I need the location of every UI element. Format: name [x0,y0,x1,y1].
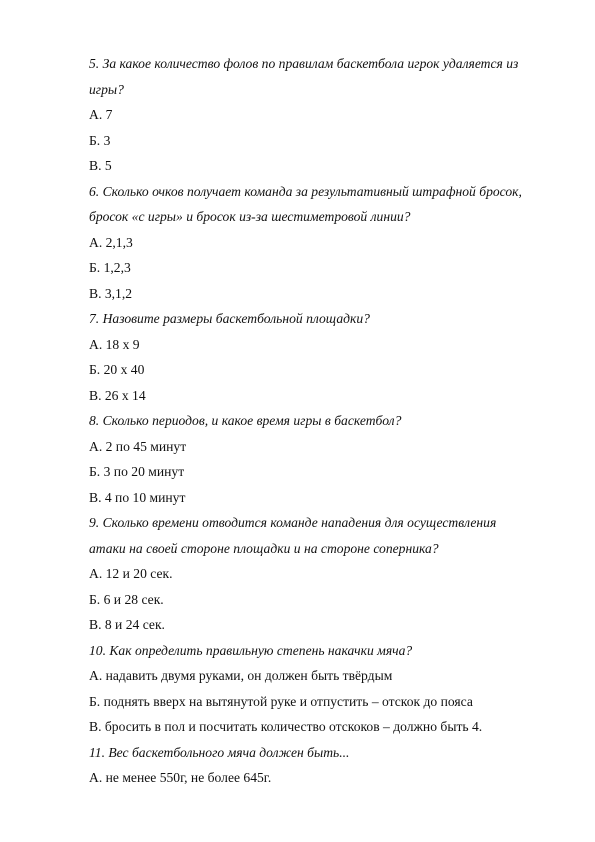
answer-7-b: Б. 20 х 40 [89,362,145,377]
question-6-line-2: бросок «с игры» и бросок из-за шестиметровой линии? [89,209,411,224]
question-9-line-1: 9. Сколько времени отводится команде нападения для осуществления [89,515,497,530]
answer-10-c: В. бросить в пол и посчитать количество отскоков – должно быть 4. [89,719,483,734]
question-11: 11. Вес баскетбольного мяча должен быть... [89,745,350,760]
answer-10-a: А. надавить двумя руками, он должен быть твёрдым [89,668,393,683]
answer-11-a: А. не менее 550г, не более 645г. [89,770,272,785]
question-8: 8. Сколько периодов, и какое время игры в баскетбол? [89,413,402,428]
answer-7-a: А. 18 х 9 [89,337,140,352]
question-7: 7. Назовите размеры баскетбольной площадки? [89,311,370,326]
answer-6-c: В. 3,1,2 [89,286,133,301]
answer-8-b: Б. 3 по 20 минут [89,464,185,479]
answer-5-a: А. 7 [89,107,113,122]
answer-9-a: А. 12 и 20 сек. [89,566,173,581]
question-5-line-1: 5. За какое количество фолов по правилам баскетбола игрок удаляется из [89,56,519,71]
answer-7-c: В. 26 х 14 [89,388,146,403]
question-5-line-2: игры? [89,82,124,97]
question-10: 10. Как определить правильную степень накачки мяча? [89,643,413,658]
answer-5-b: Б. 3 [89,133,111,148]
question-9-line-2: атаки на своей стороне площадки и на стороне соперника? [89,541,439,556]
question-6-line-1: 6. Сколько очков получает команда за результативный штрафной бросок, [89,184,522,199]
answer-9-b: Б. 6 и 28 сек. [89,592,164,607]
answer-10-b: Б. поднять вверх на вытянутой руке и отпустить – отскок до пояса [89,694,473,709]
answer-8-a: А. 2 по 45 минут [89,439,187,454]
answer-6-a: А. 2,1,3 [89,235,133,250]
answer-8-c: В. 4 по 10 минут [89,490,186,505]
answer-5-c: В. 5 [89,158,112,173]
answer-9-c: В. 8 и 24 сек. [89,617,165,632]
answer-6-b: Б. 1,2,3 [89,260,131,275]
